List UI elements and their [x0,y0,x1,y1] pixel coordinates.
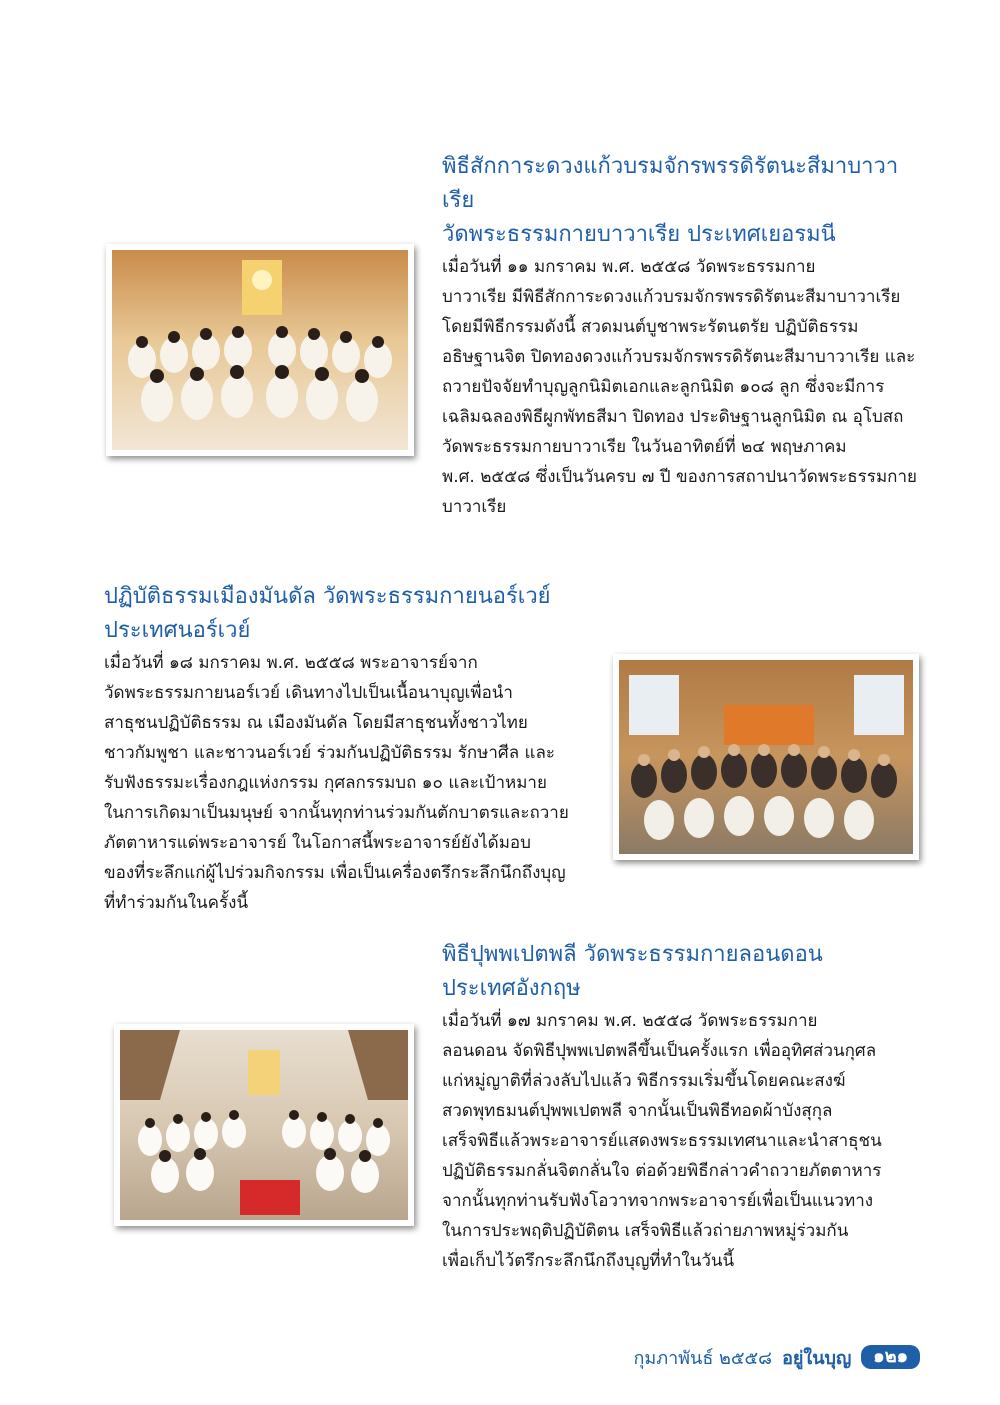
title-line: ประเทศอังกฤษ [442,976,581,1001]
article-title [442,938,922,1006]
article-title [104,580,584,648]
photo-london-group [114,1024,414,1226]
photo-bavaria-group [106,244,414,456]
title-line: พิธีสักการะดวงแก้วบรมจักรพรรดิรัตนะสีมาบาวาเรีย [442,154,899,213]
title-line: วัดพระธรรมกายบาวาเรีย ประเทศเยอรมนี [442,222,836,247]
article-london [442,938,922,1276]
photo-norway-group [613,654,919,860]
title-line: ปฏิบัติธรรมเมืองมันดัล วัดพระธรรมกายนอร์เวย์ [104,584,551,609]
page-number: ๑๒๑ [861,1345,920,1369]
article-body: เมื่อวันที่ ๑๑ มกราคม พ.ศ. ๒๕๕๘ วัดพระธรรมกาย บาวาเรีย มีพิธีสักการะดวงแก้วบรมจักรพรรดิรัตนะสีมาบาวาเรีย โดยมีพิธีกรรมดังนี้ สวดมนต์บูชาพระรัตนตรัย ปฏิบัติธรรม อธิษฐานจิต ปิดทองดวงแก้วบรมจักรพรรดิรัตนะสีมาบาวาเรีย และ ถวายปัจจัยทำบุญลูกนิมิตเอกและลูกนิมิต ๑๐๘ ลูก ซึ่งจะมีการ เฉลิมฉลองพิธีผูกพัทธสีมา ปิดทอง ประดิษฐานลูกนิมิต ณ อุโบสถ วัดพระธรรมกายบาวาเรีย ในวันอาทิตย์ที่ ๒๔ พฤษภาคม พ.ศ. ๒๕๕๘ ซึ่งเป็นวันครบ ๗ ปี ของการสถาปนาวัดพระธรรมกาย บาวาเรีย [442,257,917,517]
title-line: ประเทศนอร์เวย์ [104,618,251,643]
article-title [442,150,922,252]
article-body: เมื่อวันที่ ๑๘ มกราคม พ.ศ. ๒๕๕๘ พระอาจารย์จาก วัดพระธรรมกายนอร์เวย์ เดินทางไปเป็นเนื้อนาบุญเพื่อนำ สาธุชนปฏิบัติธรรม ณ เมืองมันดัล โดยมีสาธุชนทั้งชาวไทย ชาวกัมพูชา และชาวนอร์เวย์ ร่วมกันปฏิบัติธรรม รักษาศีล และ รับฟังธรรมะเรื่องกฎแห่งกรรม กุศลกรรมบถ ๑๐ และเป้าหมาย ในการเกิดมาเป็นมนุษย์ จากนั้นทุกท่านร่วมกันตักบาตรและถวาย ภัตตาหารแด่พระอาจารย์ ในโอกาสนี้พระอาจารย์ยังได้มอบ ของที่ระลึกแก่ผู้ไปร่วมกิจกรรม เพื่อเป็นเครื่องตรึกระลึกนึกถึงบุญ ที่ทำร่วมกันในครั้งนี้ [104,653,569,913]
page-footer [600,1345,920,1369]
magazine-name: อยู่ในบุญ [782,1347,852,1369]
issue-date: กุมภาพันธ์ ๒๕๕๘ [633,1347,773,1369]
article-norway [104,580,584,918]
title-line: พิธีปุพพเปตพลี วัดพระธรรมกายลอนดอน [442,942,823,967]
article-body: เมื่อวันที่ ๑๗ มกราคม พ.ศ. ๒๕๕๘ วัดพระธรรมกาย ลอนดอน จัดพิธีปุพพเปตพลีขึ้นเป็นครั้งแรก เพื่ออุทิศส่วนกุศล แก่หมู่ญาติที่ล่วงลับไปแล้ว พิธีกรรมเริ่มขึ้นโดยคณะสงฆ์ สวดพุทธมนต์ปุพพเปตพลี จากนั้นเป็นพิธีทอดผ้าบังสุกุล เสร็จพิธีแล้วพระอาจารย์แสดงพระธรรมเทศนาและนำสาธุชน ปฏิบัติธรรมกลั่นจิตกลั่นใจ ต่อด้วยพิธีกล่าวคำถวายภัตตาหาร จากนั้นทุกท่านรับฟังโอวาทจากพระอาจารย์เพื่อเป็นแนวทาง ในการประพฤติปฏิบัติตน เสร็จพิธีแล้วถ่ายภาพหมู่ร่วมกัน เพื่อเก็บไว้ตรึกระลึกนึกถึงบุญที่ทำในวันนี้ [442,1011,882,1271]
article-bavaria [442,150,922,522]
